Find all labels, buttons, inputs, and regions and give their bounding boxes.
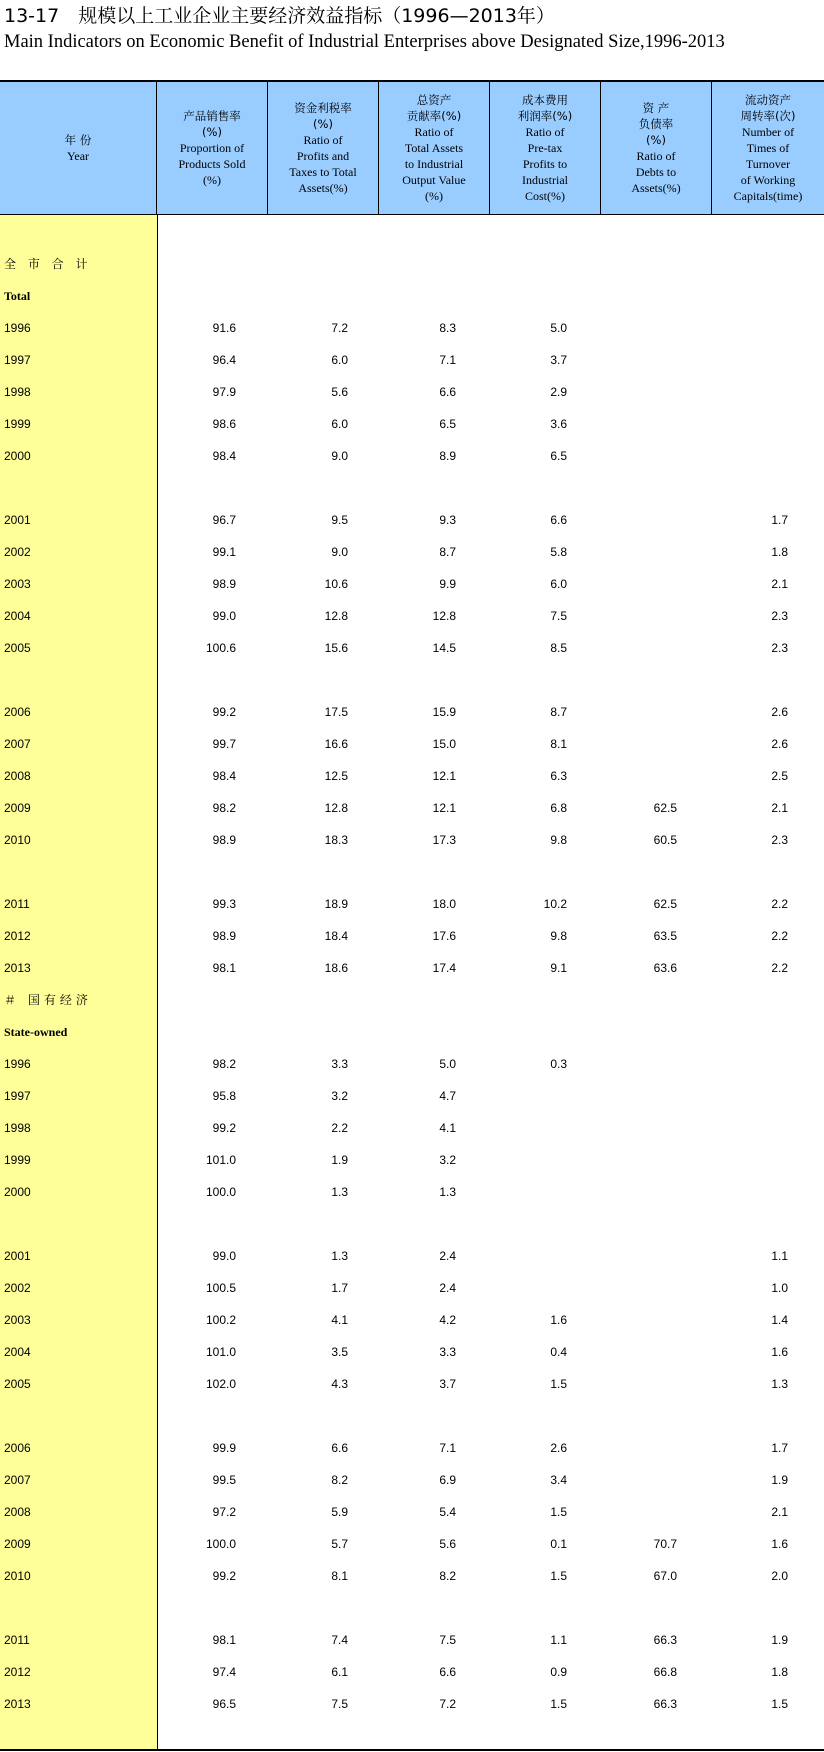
value-cell: 70.7	[653, 1537, 677, 1551]
value-cell: 1.4	[771, 1313, 788, 1327]
value-cell: 98.2	[212, 801, 236, 815]
value-cell: 5.8	[550, 545, 567, 559]
value-cell: 12.8	[324, 609, 348, 623]
value-cell: 101.0	[205, 1153, 236, 1167]
value-cell: 9.9	[439, 577, 456, 591]
table-row	[0, 1694, 824, 1714]
column-header-en: Proportion of Products Sold (%)	[178, 141, 246, 187]
value-cell: 16.6	[324, 737, 348, 751]
year-cell: 1997	[4, 353, 31, 367]
table-title-cn: 13-17 规模以上工业企业主要经济效益指标（1996—2013年）	[4, 5, 555, 27]
value-cell: 3.4	[550, 1473, 567, 1487]
value-cell: 99.7	[212, 737, 236, 751]
value-cell: 5.0	[439, 1057, 456, 1071]
value-cell: 101.0	[205, 1345, 236, 1359]
year-cell: 2007	[4, 737, 31, 751]
value-cell: 66.8	[653, 1665, 677, 1679]
section-label-cn: ＃ 国有经济	[4, 993, 92, 1007]
column-header-cn: 年 份	[64, 133, 92, 147]
value-cell: 98.4	[212, 769, 236, 783]
value-cell: 99.3	[212, 897, 236, 911]
value-cell: 62.5	[653, 801, 677, 815]
year-cell: 1998	[4, 385, 31, 399]
year-cell: 1999	[4, 417, 31, 431]
table-row	[0, 414, 824, 434]
table-row	[0, 926, 824, 946]
column-header-2	[268, 82, 379, 214]
value-cell: 100.2	[205, 1313, 236, 1327]
table-row	[0, 1182, 824, 1202]
year-cell: 2004	[4, 1345, 31, 1359]
year-cell: 2000	[4, 1185, 31, 1199]
column-header-3	[379, 82, 490, 214]
table-row	[0, 542, 824, 562]
value-cell: 10.2	[543, 897, 567, 911]
value-cell: 8.3	[439, 321, 456, 335]
value-cell: 1.9	[331, 1153, 348, 1167]
value-cell: 4.1	[439, 1121, 456, 1135]
table-row	[0, 574, 824, 594]
value-cell: 66.3	[653, 1697, 677, 1711]
table-row	[0, 1342, 824, 1362]
value-cell: 62.5	[653, 897, 677, 911]
column-header-cn: 成本费用 利润率(%)	[517, 93, 573, 123]
value-cell: 9.0	[331, 545, 348, 559]
value-cell: 17.3	[432, 833, 456, 847]
value-cell: 95.8	[212, 1089, 236, 1103]
table-row	[0, 702, 824, 722]
value-cell: 9.8	[550, 833, 567, 847]
value-cell: 5.4	[439, 1505, 456, 1519]
value-cell: 96.7	[212, 513, 236, 527]
value-cell: 7.5	[550, 609, 567, 623]
value-cell: 3.7	[550, 353, 567, 367]
value-cell: 4.2	[439, 1313, 456, 1327]
value-cell: 67.0	[653, 1569, 677, 1583]
value-cell: 6.0	[550, 577, 567, 591]
column-header-en: Ratio of Pre-tax Profits to Industrial Cost(%)	[522, 125, 568, 203]
value-cell: 3.2	[439, 1153, 456, 1167]
value-cell: 5.9	[331, 1505, 348, 1519]
year-cell: 1998	[4, 1121, 31, 1135]
value-cell: 6.1	[331, 1665, 348, 1679]
value-cell: 8.1	[550, 737, 567, 751]
value-cell: 98.2	[212, 1057, 236, 1071]
value-cell: 1.1	[550, 1633, 567, 1647]
table-row	[0, 830, 824, 850]
year-cell: 2010	[4, 1569, 31, 1583]
value-cell: 2.6	[771, 737, 788, 751]
table-row	[0, 382, 824, 402]
year-cell: 2008	[4, 1505, 31, 1519]
value-cell: 6.5	[439, 417, 456, 431]
value-cell: 18.0	[432, 897, 456, 911]
value-cell: 4.7	[439, 1089, 456, 1103]
year-cell: 2003	[4, 577, 31, 591]
value-cell: 8.5	[550, 641, 567, 655]
value-cell: 2.1	[771, 577, 788, 591]
year-cell: 2006	[4, 705, 31, 719]
column-header-en: Year	[66, 149, 90, 163]
value-cell: 1.9	[771, 1473, 788, 1487]
table-row	[0, 1502, 824, 1522]
value-cell: 0.3	[550, 1057, 567, 1071]
value-cell: 98.1	[212, 1633, 236, 1647]
value-cell: 6.0	[331, 353, 348, 367]
value-cell: 1.5	[550, 1569, 567, 1583]
value-cell: 98.9	[212, 577, 236, 591]
year-cell: 2001	[4, 1249, 31, 1263]
value-cell: 9.5	[331, 513, 348, 527]
value-cell: 7.1	[439, 353, 456, 367]
value-cell: 2.2	[331, 1121, 348, 1135]
year-cell: 2012	[4, 929, 31, 943]
value-cell: 7.5	[331, 1697, 348, 1711]
value-cell: 2.1	[771, 801, 788, 815]
value-cell: 1.7	[771, 513, 788, 527]
value-cell: 0.9	[550, 1665, 567, 1679]
value-cell: 7.5	[439, 1633, 456, 1647]
value-cell: 18.4	[324, 929, 348, 943]
value-cell: 99.1	[212, 545, 236, 559]
value-cell: 1.9	[771, 1633, 788, 1647]
value-cell: 60.5	[653, 833, 677, 847]
value-cell: 10.6	[324, 577, 348, 591]
column-header-5	[601, 82, 712, 214]
value-cell: 98.1	[212, 961, 236, 975]
value-cell: 99.2	[212, 1569, 236, 1583]
value-cell: 0.1	[550, 1537, 567, 1551]
section-label-cn-row	[0, 254, 824, 274]
value-cell: 96.4	[212, 353, 236, 367]
value-cell: 17.5	[324, 705, 348, 719]
value-cell: 2.9	[550, 385, 567, 399]
value-cell: 12.5	[324, 769, 348, 783]
value-cell: 99.0	[212, 609, 236, 623]
year-cell: 2013	[4, 1697, 31, 1711]
value-cell: 99.5	[212, 1473, 236, 1487]
table-row	[0, 1630, 824, 1650]
table-row	[0, 1374, 824, 1394]
year-cell: 2007	[4, 1473, 31, 1487]
value-cell: 6.9	[439, 1473, 456, 1487]
year-cell: 2001	[4, 513, 31, 527]
value-cell: 12.1	[432, 801, 456, 815]
value-cell: 99.2	[212, 705, 236, 719]
value-cell: 3.5	[331, 1345, 348, 1359]
table-row	[0, 1246, 824, 1266]
value-cell: 63.6	[653, 961, 677, 975]
value-cell: 15.6	[324, 641, 348, 655]
table-title-en: Main Indicators on Economic Benefit of Industrial Enterprises above Designated Size,1996-2013	[4, 32, 725, 52]
table-row	[0, 638, 824, 658]
value-cell: 2.3	[771, 609, 788, 623]
column-header-cn: 产品销售率 (%)	[183, 109, 241, 139]
value-cell: 1.7	[331, 1281, 348, 1295]
section-label-en: State-owned	[4, 1025, 68, 1039]
table-row	[0, 1566, 824, 1586]
year-cell: 2009	[4, 801, 31, 815]
section-label-cn-row	[0, 990, 824, 1010]
column-header-en: Ratio of Debts to Assets(%)	[631, 149, 681, 195]
value-cell: 14.5	[432, 641, 456, 655]
value-cell: 100.5	[205, 1281, 236, 1295]
value-cell: 97.9	[212, 385, 236, 399]
value-cell: 7.1	[439, 1441, 456, 1455]
table-row	[0, 894, 824, 914]
value-cell: 1.6	[771, 1345, 788, 1359]
year-cell: 2011	[4, 897, 30, 911]
value-cell: 0.4	[550, 1345, 567, 1359]
table-row	[0, 798, 824, 818]
value-cell: 2.1	[771, 1505, 788, 1519]
value-cell: 18.3	[324, 833, 348, 847]
value-cell: 18.6	[324, 961, 348, 975]
value-cell: 6.8	[550, 801, 567, 815]
value-cell: 5.0	[550, 321, 567, 335]
value-cell: 98.9	[212, 929, 236, 943]
table-row	[0, 958, 824, 978]
year-cell: 2012	[4, 1665, 31, 1679]
value-cell: 63.5	[653, 929, 677, 943]
column-header-cn: 资金利税率 (%)	[294, 101, 352, 131]
year-cell: 1996	[4, 321, 31, 335]
value-cell: 98.4	[212, 449, 236, 463]
value-cell: 8.9	[439, 449, 456, 463]
value-cell: 2.3	[771, 641, 788, 655]
value-cell: 9.8	[550, 929, 567, 943]
value-cell: 18.9	[324, 897, 348, 911]
table-row	[0, 1310, 824, 1330]
value-cell: 9.1	[550, 961, 567, 975]
value-cell: 66.3	[653, 1633, 677, 1647]
value-cell: 6.5	[550, 449, 567, 463]
table-row	[0, 1054, 824, 1074]
column-header-cn: 资 产 负债率 (%)	[638, 101, 674, 147]
value-cell: 100.6	[205, 641, 236, 655]
value-cell: 1.6	[550, 1313, 567, 1327]
year-cell: 2013	[4, 961, 31, 975]
table-row	[0, 1470, 824, 1490]
value-cell: 100.0	[205, 1537, 236, 1551]
table-row	[0, 1150, 824, 1170]
value-cell: 3.3	[439, 1345, 456, 1359]
value-cell: 99.0	[212, 1249, 236, 1263]
table-row	[0, 1534, 824, 1554]
year-cell: 2002	[4, 1281, 31, 1295]
table-row	[0, 1278, 824, 1298]
value-cell: 91.6	[212, 321, 236, 335]
value-cell: 1.7	[771, 1441, 788, 1455]
value-cell: 12.1	[432, 769, 456, 783]
value-cell: 102.0	[205, 1377, 236, 1391]
year-cell: 1999	[4, 1153, 31, 1167]
value-cell: 5.7	[331, 1537, 348, 1551]
column-header-1	[157, 82, 268, 214]
section-label-en-row	[0, 286, 824, 306]
value-cell: 6.0	[331, 417, 348, 431]
value-cell: 7.2	[439, 1697, 456, 1711]
value-cell: 1.3	[331, 1185, 348, 1199]
value-cell: 2.6	[550, 1441, 567, 1455]
table-row	[0, 510, 824, 530]
value-cell: 12.8	[324, 801, 348, 815]
value-cell: 97.2	[212, 1505, 236, 1519]
value-cell: 2.2	[771, 929, 788, 943]
year-cell: 2008	[4, 769, 31, 783]
value-cell: 6.3	[550, 769, 567, 783]
value-cell: 1.5	[550, 1697, 567, 1711]
year-cell: 1997	[4, 1089, 31, 1103]
table-row	[0, 1118, 824, 1138]
value-cell: 5.6	[331, 385, 348, 399]
year-cell: 2000	[4, 449, 31, 463]
table-row	[0, 606, 824, 626]
value-cell: 1.5	[550, 1505, 567, 1519]
column-header-6	[712, 82, 824, 214]
value-cell: 2.4	[439, 1249, 456, 1263]
value-cell: 3.3	[331, 1057, 348, 1071]
value-cell: 1.6	[771, 1537, 788, 1551]
value-cell: 2.3	[771, 833, 788, 847]
year-cell: 1996	[4, 1057, 31, 1071]
value-cell: 17.6	[432, 929, 456, 943]
year-cell: 2002	[4, 545, 31, 559]
value-cell: 17.4	[432, 961, 456, 975]
value-cell: 8.2	[439, 1569, 456, 1583]
section-label-en-row	[0, 1022, 824, 1042]
section-label-cn: 全 市 合 计	[4, 257, 92, 271]
value-cell: 3.2	[331, 1089, 348, 1103]
value-cell: 99.9	[212, 1441, 236, 1455]
value-cell: 12.8	[432, 609, 456, 623]
value-cell: 5.6	[439, 1537, 456, 1551]
year-cell: 2009	[4, 1537, 31, 1551]
value-cell: 1.3	[439, 1185, 456, 1199]
value-cell: 98.9	[212, 833, 236, 847]
value-cell: 2.2	[771, 897, 788, 911]
value-cell: 99.2	[212, 1121, 236, 1135]
table-row	[0, 1438, 824, 1458]
value-cell: 1.5	[550, 1377, 567, 1391]
value-cell: 97.4	[212, 1665, 236, 1679]
value-cell: 98.6	[212, 417, 236, 431]
table-row	[0, 446, 824, 466]
value-cell: 8.7	[550, 705, 567, 719]
value-cell: 8.1	[331, 1569, 348, 1583]
table-row	[0, 1086, 824, 1106]
value-cell: 2.6	[771, 705, 788, 719]
value-cell: 1.5	[771, 1697, 788, 1711]
column-header-cn: 总资产 贡献率(%)	[406, 93, 462, 123]
column-header-cn: 流动资产 周转率(次)	[740, 93, 796, 123]
value-cell: 2.0	[771, 1569, 788, 1583]
value-cell: 2.4	[439, 1281, 456, 1295]
value-cell: 4.1	[331, 1313, 348, 1327]
year-cell: 2005	[4, 1377, 31, 1391]
value-cell: 3.6	[550, 417, 567, 431]
value-cell: 100.0	[205, 1185, 236, 1199]
value-cell: 7.4	[331, 1633, 348, 1647]
table-row	[0, 318, 824, 338]
value-cell: 1.3	[771, 1377, 788, 1391]
column-header-0	[0, 82, 157, 214]
value-cell: 2.2	[771, 961, 788, 975]
value-cell: 1.1	[771, 1249, 788, 1263]
column-header-en: Ratio of Total Assets to Industrial Output Value (%)	[402, 125, 466, 203]
value-cell: 1.0	[771, 1281, 788, 1295]
value-cell: 7.2	[331, 321, 348, 335]
year-cell: 2006	[4, 1441, 31, 1455]
year-cell: 2005	[4, 641, 31, 655]
table-row	[0, 350, 824, 370]
column-header-en: Number of Times of Turnover of Working Capitals(time)	[733, 125, 803, 203]
value-cell: 3.7	[439, 1377, 456, 1391]
value-cell: 15.0	[432, 737, 456, 751]
value-cell: 8.2	[331, 1473, 348, 1487]
value-cell: 9.3	[439, 513, 456, 527]
value-cell: 6.6	[439, 385, 456, 399]
value-cell: 2.5	[771, 769, 788, 783]
table-row	[0, 766, 824, 786]
value-cell: 1.8	[771, 1665, 788, 1679]
column-header-en: Ratio of Profits and Taxes to Total Assets(%)	[289, 133, 357, 195]
table-row	[0, 734, 824, 754]
value-cell: 6.6	[439, 1665, 456, 1679]
value-cell: 8.7	[439, 545, 456, 559]
value-cell: 4.3	[331, 1377, 348, 1391]
table-row	[0, 1662, 824, 1682]
year-cell: 2010	[4, 833, 31, 847]
year-cell: 2003	[4, 1313, 31, 1327]
year-cell: 2004	[4, 609, 31, 623]
year-cell: 2011	[4, 1633, 30, 1647]
value-cell: 9.0	[331, 449, 348, 463]
column-header-4	[490, 82, 601, 214]
value-cell: 1.8	[771, 545, 788, 559]
value-cell: 96.5	[212, 1697, 236, 1711]
bottom-rule	[0, 1749, 824, 1751]
value-cell: 1.3	[331, 1249, 348, 1263]
value-cell: 6.6	[550, 513, 567, 527]
value-cell: 15.9	[432, 705, 456, 719]
section-label-en: Total	[4, 289, 31, 303]
value-cell: 6.6	[331, 1441, 348, 1455]
table-header	[0, 82, 824, 215]
